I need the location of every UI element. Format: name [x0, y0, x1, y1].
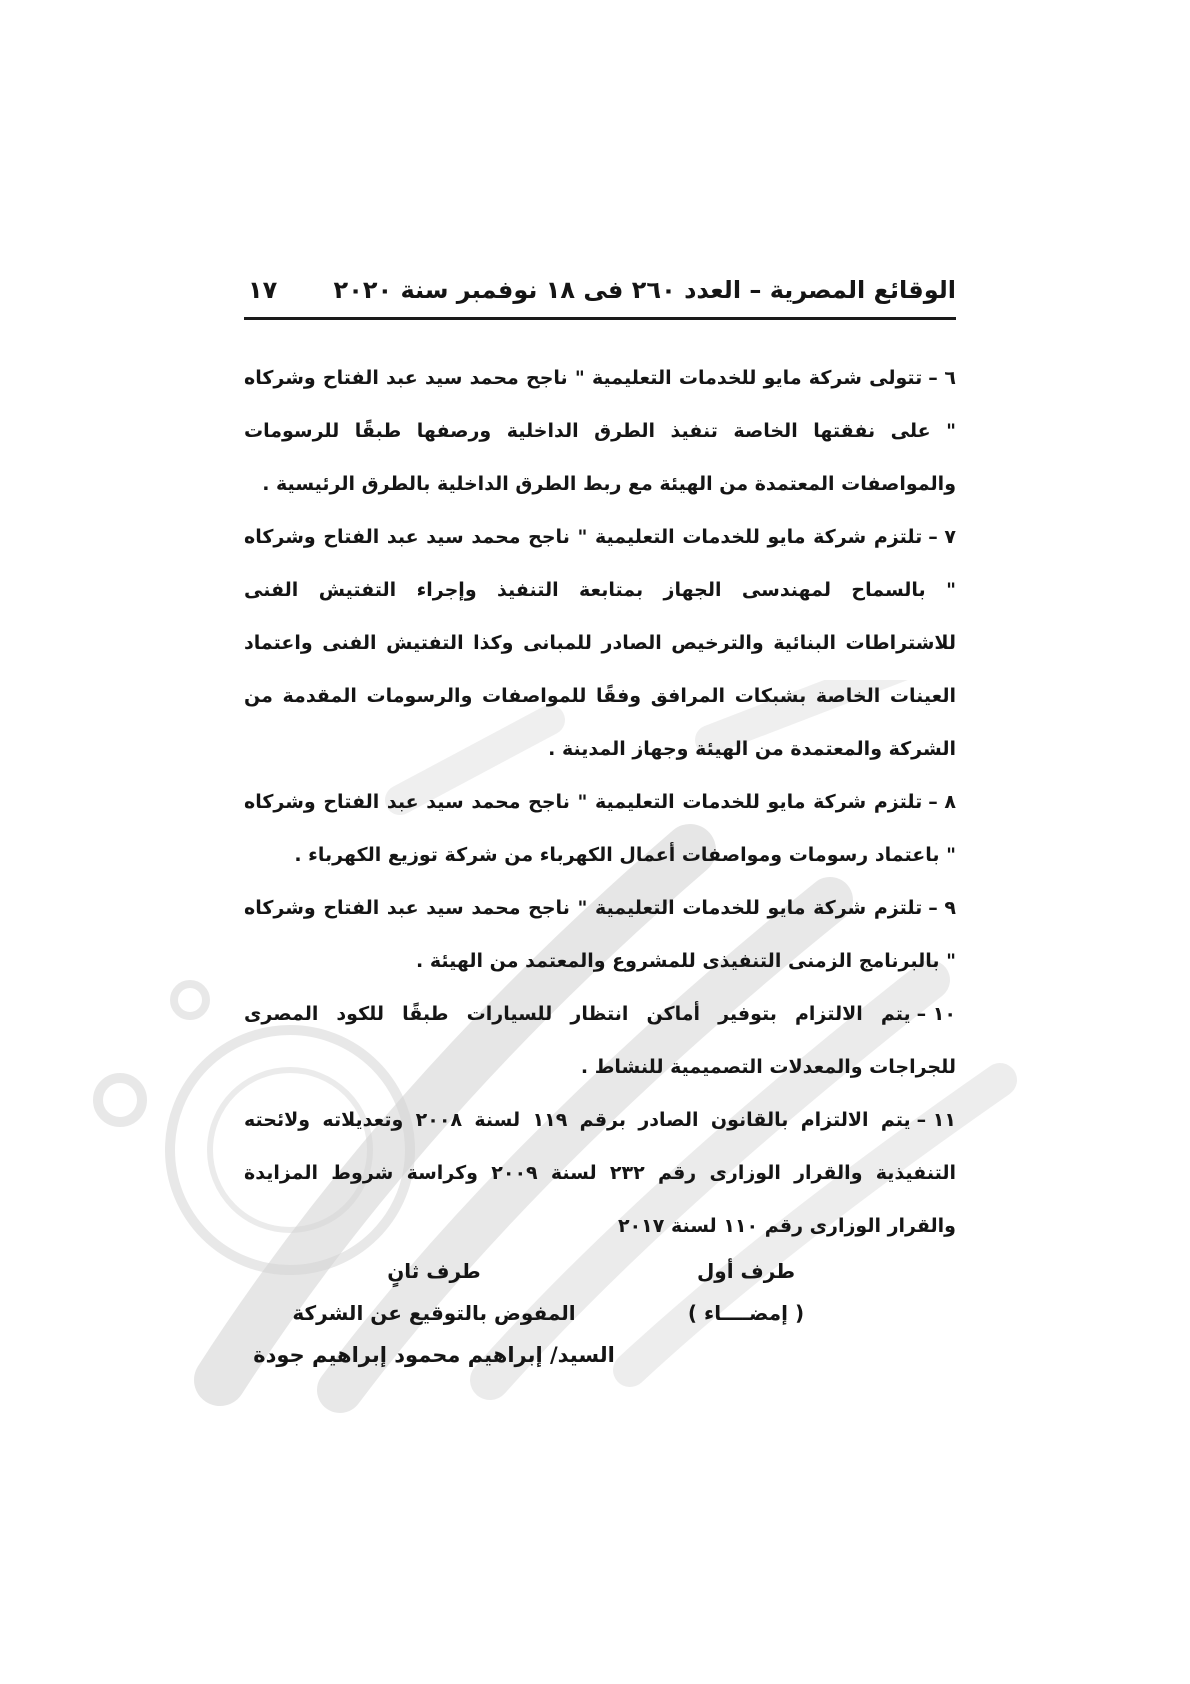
clause-9 [244, 882, 956, 988]
second-party-role: المفوض بالتوقيع عن الشركة [292, 1301, 576, 1325]
gazette-header-title: الوقائع المصرية – العدد ٢٦٠ فى ١٨ نوفمبر سنة ٢٠٢٠ [333, 276, 956, 304]
clause-text: تتولى شركة مايو للخدمات التعليمية " ناجح محمد سيد عبد الفتاح وشركاه " على نفقتها الخاصة تنفيذ الطرق الداخلية ورصفها طبقًا للرسومات والمواصفات المعتمدة من الهيئة مع ربط الطرق الداخلية بالطرق الرئيسية . [244, 367, 956, 495]
clause-number: ٩ – [928, 897, 956, 919]
clause-number: ٨ – [928, 791, 956, 813]
first-party-signature [646, 1250, 846, 1334]
clause-text: يتم الالتزام بتوفير أماكن انتظار للسيارات طبقًا للكود المصرى للجراجات والمعدلات التصميمية للنشاط . [244, 1003, 956, 1078]
first-party-signature-mark: ( إمضــــاء ) [687, 1301, 805, 1325]
clause-text: تلتزم شركة مايو للخدمات التعليمية " ناجح محمد سيد عبد الفتاح وشركاه " باعتماد رسومات ومواصفات أعمال الكهرباء من شركة توزيع الكهرباء . [244, 791, 956, 866]
document-body [244, 352, 956, 1253]
clause-6 [244, 352, 956, 511]
clause-number: ٦ – [928, 367, 956, 389]
page-header [244, 272, 956, 320]
clause-text: تلتزم شركة مايو للخدمات التعليمية " ناجح محمد سيد عبد الفتاح وشركاه " بالبرنامج الزمنى التنفيذى للمشروع والمعتمد من الهيئة . [244, 897, 956, 972]
clause-10 [244, 988, 956, 1094]
clause-text: تلتزم شركة مايو للخدمات التعليمية " ناجح محمد سيد عبد الفتاح وشركاه " بالسماح لمهندسى الجهاز بمتابعة التنفيذ وإجراء التفتيش الفنى للاشتراطات البنائية والترخيص الصادر للمبانى وكذا التفتيش الفنى واعتماد العينات الخاصة بشبكات المرافق وفقًا للمواصفات والرسومات المقدمة من الشركة والمعتمدة من الهيئة وجهاز المدينة . [244, 526, 956, 760]
clause-number: ٧ – [928, 526, 956, 548]
first-party-title: طرف أول [696, 1259, 796, 1283]
clause-number: ١٠ – [916, 1003, 956, 1025]
clause-text: يتم الالتزام بالقانون الصادر برقم ١١٩ لسنة ٢٠٠٨ وتعديلاته ولائحته التنفيذية والقرار الوزارى رقم ٢٣٢ لسنة ٢٠٠٩ وكراسة شروط المزايدة والقرار الوزارى رقم ١١٠ لسنة ٢٠١٧ [244, 1109, 956, 1237]
second-party-title: طرف ثانٍ [387, 1259, 481, 1283]
second-party-signature [244, 1250, 624, 1376]
clause-7 [244, 511, 956, 776]
signature-block [244, 1250, 956, 1380]
clause-number: ١١ – [916, 1109, 956, 1131]
clause-11 [244, 1094, 956, 1253]
header-rule [244, 317, 956, 320]
second-party-name: السيد/ إبراهيم محمود إبراهيم جودة [253, 1343, 615, 1367]
page-number: ١٧ [248, 276, 278, 304]
clause-8 [244, 776, 956, 882]
